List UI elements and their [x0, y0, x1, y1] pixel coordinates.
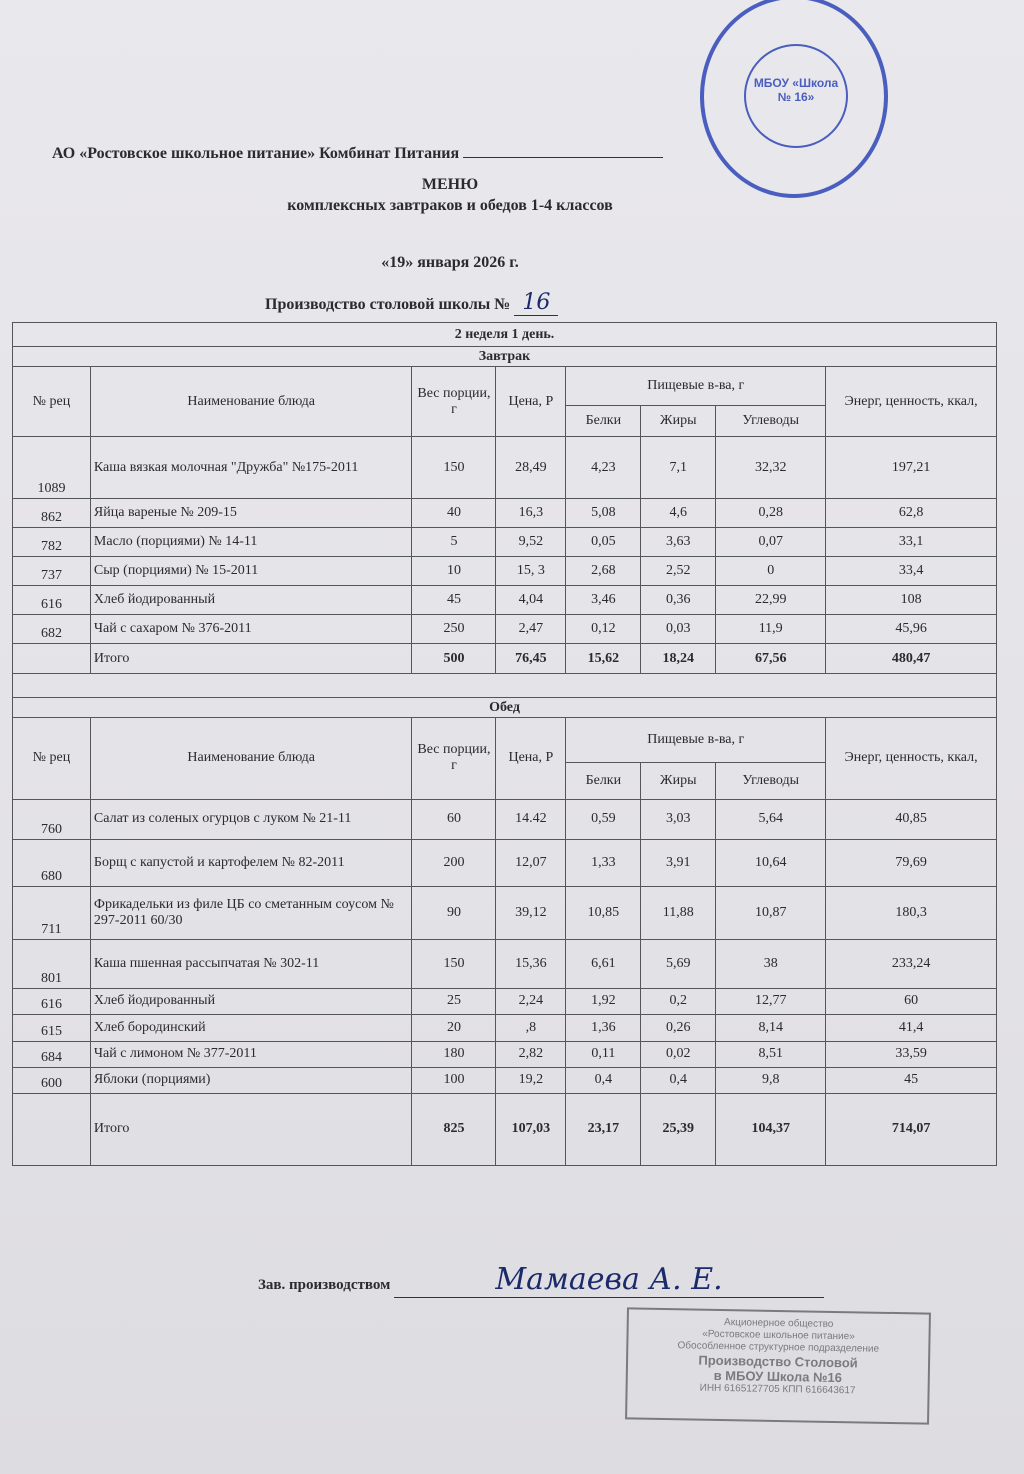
cell-protein: 3,46: [566, 586, 641, 615]
col-fat: Жиры: [641, 405, 716, 437]
stamp-line: ИНН 6165127705 КПП 616643617: [699, 1382, 856, 1397]
col-price: Цена, Р: [496, 367, 566, 437]
dish-row: [13, 988, 997, 1014]
cell-carbs: 5,64: [716, 799, 826, 839]
cell-name: Каша пшенная рассыпчатая № 302-11: [90, 939, 412, 988]
cell-protein: 6,61: [566, 939, 641, 988]
col-energy: Энерг, ценность, ккал,: [826, 367, 997, 437]
organization-line: [52, 144, 663, 163]
cell-weight: 5: [412, 528, 496, 557]
cell-energy: 45,96: [826, 615, 997, 644]
cell-fat: 3,91: [641, 839, 716, 886]
cell-price: 2,24: [496, 988, 566, 1014]
week-day-label: 2 неделя 1 день.: [13, 323, 997, 347]
cell-protein: 1,92: [566, 988, 641, 1014]
cell-carbs: 38: [716, 939, 826, 988]
cell-price: 15, 3: [496, 557, 566, 586]
cell-weight: 60: [412, 799, 496, 839]
col-energy: Энерг, ценность, ккал,: [826, 718, 997, 800]
cell-energy: 79,69: [826, 839, 997, 886]
cell-fat: 0,2: [641, 988, 716, 1014]
empty-cell: [13, 674, 997, 698]
cell-price: 15,36: [496, 939, 566, 988]
cell-carbs: 12,77: [716, 988, 826, 1014]
cell-name: Сыр (порциями) № 15-2011: [90, 557, 412, 586]
cell-carbs: 10,87: [716, 886, 826, 939]
cell-protein: 0,59: [566, 799, 641, 839]
total-name: Итого: [90, 644, 412, 674]
stamp-line: Обособленное структурное подразделение: [677, 1340, 880, 1355]
col-price: Цена, Р: [496, 718, 566, 800]
total-name: Итого: [90, 1093, 412, 1165]
col-carbs: Углеводы: [716, 405, 826, 437]
cell-carbs: 0,07: [716, 528, 826, 557]
cell-protein: 0,11: [566, 1041, 641, 1067]
dish-row: [13, 799, 997, 839]
cell-carbs: 8,51: [716, 1041, 826, 1067]
cell-energy: 197,21: [826, 437, 997, 499]
cell-rec: 600: [13, 1067, 91, 1093]
cell-rec: 801: [13, 939, 91, 988]
cell-price: 9,52: [496, 528, 566, 557]
column-header-row: [13, 718, 997, 763]
cell-rec: 862: [13, 499, 91, 528]
cell-fat: 11,88: [641, 886, 716, 939]
total-energy: 480,47: [826, 644, 997, 674]
dish-row: [13, 939, 997, 988]
col-protein: Белки: [566, 763, 641, 800]
cell-weight: 150: [412, 437, 496, 499]
stamp-line: Производство Столовой: [698, 1352, 858, 1371]
cell-fat: 3,63: [641, 528, 716, 557]
dish-row: [13, 528, 997, 557]
col-rec-number: № рец: [13, 367, 91, 437]
total-carbs: 67,56: [716, 644, 826, 674]
cell-fat: 2,52: [641, 557, 716, 586]
handwritten-signature: Мамаева А. Е.: [394, 1262, 824, 1298]
cell-fat: 0,02: [641, 1041, 716, 1067]
cell-price: 39,12: [496, 886, 566, 939]
cell-rec: 760: [13, 799, 91, 839]
cell-energy: 33,4: [826, 557, 997, 586]
school-number: 16: [514, 290, 558, 316]
total-price: 107,03: [496, 1093, 566, 1165]
cell-price: 2,82: [496, 1041, 566, 1067]
cell-energy: 233,24: [826, 939, 997, 988]
cell-weight: 40: [412, 499, 496, 528]
cell-fat: 0,26: [641, 1014, 716, 1041]
cell-carbs: 32,32: [716, 437, 826, 499]
cell-name: Яблоки (порциями): [90, 1067, 412, 1093]
cell-protein: 4,23: [566, 437, 641, 499]
spacer-row: [13, 674, 997, 698]
week-day-row: [13, 323, 997, 347]
cell-rec: 684: [13, 1041, 91, 1067]
cell-price: 14.42: [496, 799, 566, 839]
cell-weight: 25: [412, 988, 496, 1014]
total-rec: [13, 1093, 91, 1165]
cell-name: Хлеб йодированный: [90, 586, 412, 615]
cell-rec: 616: [13, 988, 91, 1014]
cell-fat: 3,03: [641, 799, 716, 839]
cell-rec: 680: [13, 839, 91, 886]
cell-price: 19,2: [496, 1067, 566, 1093]
signature-line: [258, 1262, 824, 1298]
cell-carbs: 11,9: [716, 615, 826, 644]
total-fat: 18,24: [641, 644, 716, 674]
section-title: Завтрак: [13, 347, 997, 367]
cell-energy: 33,59: [826, 1041, 997, 1067]
cell-fat: 4,6: [641, 499, 716, 528]
cell-name: Хлеб бородинский: [90, 1014, 412, 1041]
dish-row: [13, 586, 997, 615]
cell-price: 16,3: [496, 499, 566, 528]
cell-weight: 45: [412, 586, 496, 615]
total-rec: [13, 644, 91, 674]
document-title: МЕНЮ: [421, 176, 479, 193]
cell-fat: 7,1: [641, 437, 716, 499]
cell-protein: 10,85: [566, 886, 641, 939]
total-protein: 15,62: [566, 644, 641, 674]
cell-protein: 1,36: [566, 1014, 641, 1041]
cell-carbs: 9,8: [716, 1067, 826, 1093]
cell-rec: 711: [13, 886, 91, 939]
cell-rec: 1089: [13, 437, 91, 499]
cell-rec: 737: [13, 557, 91, 586]
total-row: [13, 644, 997, 674]
cell-carbs: 22,99: [716, 586, 826, 615]
cell-carbs: 0: [716, 557, 826, 586]
total-energy: 714,07: [826, 1093, 997, 1165]
cell-weight: 250: [412, 615, 496, 644]
cell-price: ,8: [496, 1014, 566, 1041]
cell-protein: 0,05: [566, 528, 641, 557]
cell-rec: 682: [13, 615, 91, 644]
cell-name: Каша вязкая молочная "Дружба" №175-2011: [90, 437, 412, 499]
cell-weight: 90: [412, 886, 496, 939]
cell-protein: 1,33: [566, 839, 641, 886]
cell-name: Фрикадельки из филе ЦБ со сметанным соусом № 297-2011 60/30: [90, 886, 412, 939]
rectangular-stamp: [625, 1307, 931, 1424]
col-rec-number: № рец: [13, 718, 91, 800]
dish-row: [13, 437, 997, 499]
col-dish-name: Наименование блюда: [90, 367, 412, 437]
col-weight: Вес порции, г: [412, 367, 496, 437]
stamp-line: в МБОУ Школа №16: [713, 1367, 843, 1386]
cell-rec: 782: [13, 528, 91, 557]
stamp-line: Акционерное общество: [723, 1317, 834, 1330]
col-weight: Вес порции, г: [412, 718, 496, 800]
cell-protein: 0,12: [566, 615, 641, 644]
document-subtitle: комплексных завтраков и обедов 1-4 классов: [287, 197, 613, 214]
cell-weight: 200: [412, 839, 496, 886]
production-line: [265, 290, 558, 318]
production-label: Производство столовой школы №: [265, 296, 511, 313]
menu-table: [12, 322, 997, 1166]
cell-price: 4,04: [496, 586, 566, 615]
section-title-row: [13, 698, 997, 718]
cell-protein: 2,68: [566, 557, 641, 586]
cell-rec: 616: [13, 586, 91, 615]
dish-row: [13, 499, 997, 528]
round-seal-stamp: [700, 0, 888, 198]
section-title: Обед: [13, 698, 997, 718]
dish-row: [13, 839, 997, 886]
cell-energy: 45: [826, 1067, 997, 1093]
cell-weight: 180: [412, 1041, 496, 1067]
dish-row: [13, 1067, 997, 1093]
organization-name: АО «Ростовское школьное питание» Комбинат Питания: [52, 145, 460, 162]
dish-row: [13, 1014, 997, 1041]
cell-energy: 40,85: [826, 799, 997, 839]
cell-price: 12,07: [496, 839, 566, 886]
col-nutrients: Пищевые в-ва, г: [566, 367, 826, 406]
cell-name: Масло (порциями) № 14-11: [90, 528, 412, 557]
dish-row: [13, 557, 997, 586]
total-fat: 25,39: [641, 1093, 716, 1165]
cell-name: Хлеб йодированный: [90, 988, 412, 1014]
total-weight: 500: [412, 644, 496, 674]
cell-name: Чай с сахаром № 376-2011: [90, 615, 412, 644]
cell-energy: 180,3: [826, 886, 997, 939]
cell-fat: 0,36: [641, 586, 716, 615]
cell-carbs: 8,14: [716, 1014, 826, 1041]
cell-energy: 60: [826, 988, 997, 1014]
col-protein: Белки: [566, 405, 641, 437]
cell-name: Яйца вареные № 209-15: [90, 499, 412, 528]
total-row: [13, 1093, 997, 1165]
total-weight: 825: [412, 1093, 496, 1165]
total-carbs: 104,37: [716, 1093, 826, 1165]
col-carbs: Углеводы: [716, 763, 826, 800]
col-nutrients: Пищевые в-ва, г: [566, 718, 826, 763]
cell-name: Борщ с капустой и картофелем № 82-2011: [90, 839, 412, 886]
cell-fat: 5,69: [641, 939, 716, 988]
cell-name: Салат из соленых огурцов с луком № 21-11: [90, 799, 412, 839]
cell-fat: 0,03: [641, 615, 716, 644]
cell-name: Чай с лимоном № 377-2011: [90, 1041, 412, 1067]
cell-fat: 0,4: [641, 1067, 716, 1093]
cell-rec: 615: [13, 1014, 91, 1041]
signature-label: Зав. производством: [258, 1277, 391, 1293]
col-fat: Жиры: [641, 763, 716, 800]
cell-protein: 5,08: [566, 499, 641, 528]
cell-weight: 100: [412, 1067, 496, 1093]
column-header-row: [13, 367, 997, 406]
cell-energy: 62,8: [826, 499, 997, 528]
dish-row: [13, 886, 997, 939]
total-price: 76,45: [496, 644, 566, 674]
dish-row: [13, 615, 997, 644]
cell-protein: 0,4: [566, 1067, 641, 1093]
menu-date: «19» января 2026 г.: [381, 254, 519, 271]
stamp-line: «Ростовское школьное питание»: [702, 1328, 855, 1343]
seal-text: МБОУ «Школа № 16»: [753, 76, 839, 104]
cell-price: 2,47: [496, 615, 566, 644]
cell-carbs: 10,64: [716, 839, 826, 886]
total-protein: 23,17: [566, 1093, 641, 1165]
cell-energy: 41,4: [826, 1014, 997, 1041]
blank-line: [463, 157, 663, 158]
cell-weight: 10: [412, 557, 496, 586]
dish-row: [13, 1041, 997, 1067]
cell-weight: 150: [412, 939, 496, 988]
cell-energy: 108: [826, 586, 997, 615]
cell-energy: 33,1: [826, 528, 997, 557]
cell-carbs: 0,28: [716, 499, 826, 528]
cell-price: 28,49: [496, 437, 566, 499]
cell-weight: 20: [412, 1014, 496, 1041]
col-dish-name: Наименование блюда: [90, 718, 412, 800]
section-title-row: [13, 347, 997, 367]
